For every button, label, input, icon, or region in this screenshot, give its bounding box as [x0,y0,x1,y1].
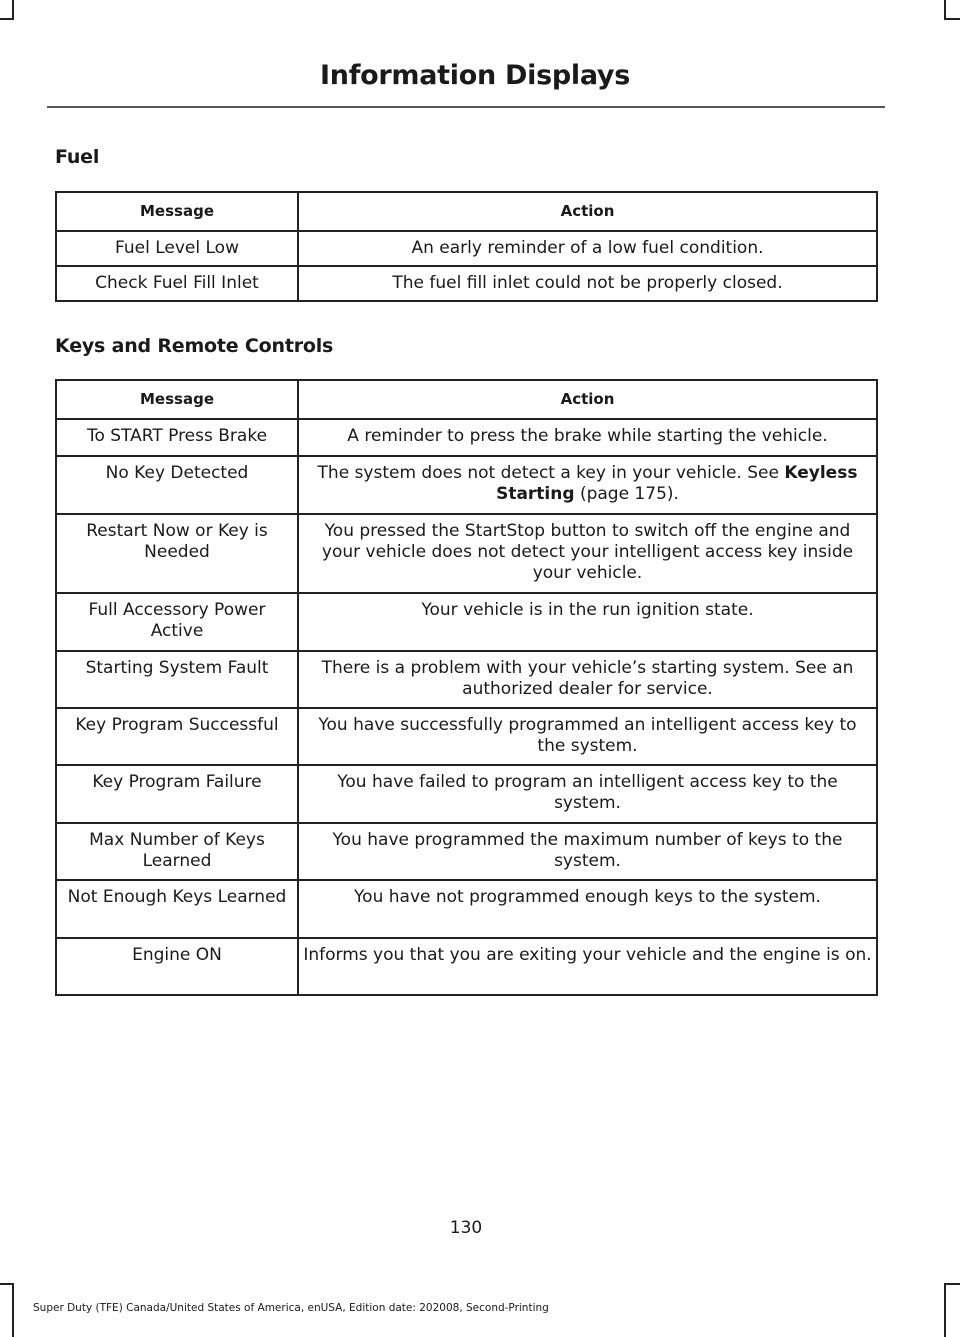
page-number: 130 [449,1218,483,1238]
table-row [56,231,877,266]
crop-mark [0,18,14,20]
footer-edition-text: Super Duty (TFE) Canada/United States of America, enUSA, Edition date: 202008, Second-Printing [33,1302,549,1314]
table-row [56,514,877,593]
message-cell: Engine ON [56,938,298,995]
message-cell: No Key Detected [56,456,298,514]
column-header-message: Message [56,380,298,419]
message-cell: Key Program Successful [56,708,298,765]
action-cell: You have not programmed enough keys to the system. [298,880,877,938]
action-cell [298,456,877,514]
column-header-action: Action [298,380,877,419]
action-cell: You pressed the StartStop button to switch off the engine and your vehicle does not detect your intelligent access key inside your vehicle. [298,514,877,593]
crop-mark [12,1283,14,1337]
crop-mark [944,1283,946,1337]
page-reference: (page 175). [579,484,679,504]
table-row [56,266,877,301]
table-row [56,651,877,708]
crop-mark [12,0,14,20]
page-title: Information Displays [320,60,630,91]
action-cell: The fuel fill inlet could not be properly closed. [298,266,877,301]
table-row [56,938,877,995]
message-cell: Check Fuel Fill Inlet [56,266,298,301]
section-title-keys: Keys and Remote Controls [55,335,334,357]
action-cell: A reminder to press the brake while starting the vehicle. [298,419,877,456]
action-cell: You have programmed the maximum number of keys to the system. [298,823,877,880]
table-row [56,823,877,880]
action-cell: You have successfully programmed an intelligent access key to the system. [298,708,877,765]
action-cell: Your vehicle is in the run ignition state. [298,593,877,651]
table-row [56,593,877,651]
crop-mark [0,1283,14,1285]
message-cell: Not Enough Keys Learned [56,880,298,938]
action-cell: You have failed to program an intelligent access key to the system. [298,765,877,823]
action-cell: Informs you that you are exiting your vehicle and the engine is on. [298,938,877,995]
table-row [56,708,877,765]
table-header-row [56,380,877,419]
message-cell: Max Number of Keys Learned [56,823,298,880]
message-cell: Fuel Level Low [56,231,298,266]
action-text: The system does not detect a key in your vehicle. See [317,463,779,483]
keys-table [55,379,878,996]
table-header-row [56,192,877,231]
action-cell: An early reminder of a low fuel condition. [298,231,877,266]
table-row [56,765,877,823]
crop-mark [944,18,960,20]
fuel-table [55,191,878,302]
header-rule [47,106,885,108]
crop-mark [944,0,946,20]
action-cell: There is a problem with your vehicle’s starting system. See an authorized dealer for service. [298,651,877,708]
crop-mark [944,1283,960,1285]
column-header-action: Action [298,192,877,231]
table-row [56,880,877,938]
message-cell: Restart Now or Key is Needed [56,514,298,593]
table-row [56,456,877,514]
cross-reference-link[interactable]: Keyless Starting [496,463,858,504]
message-cell: Full Accessory Power Active [56,593,298,651]
message-cell: Starting System Fault [56,651,298,708]
table-row [56,419,877,456]
column-header-message: Message [56,192,298,231]
section-title-fuel: Fuel [55,146,100,168]
message-cell: Key Program Failure [56,765,298,823]
message-cell: To START Press Brake [56,419,298,456]
